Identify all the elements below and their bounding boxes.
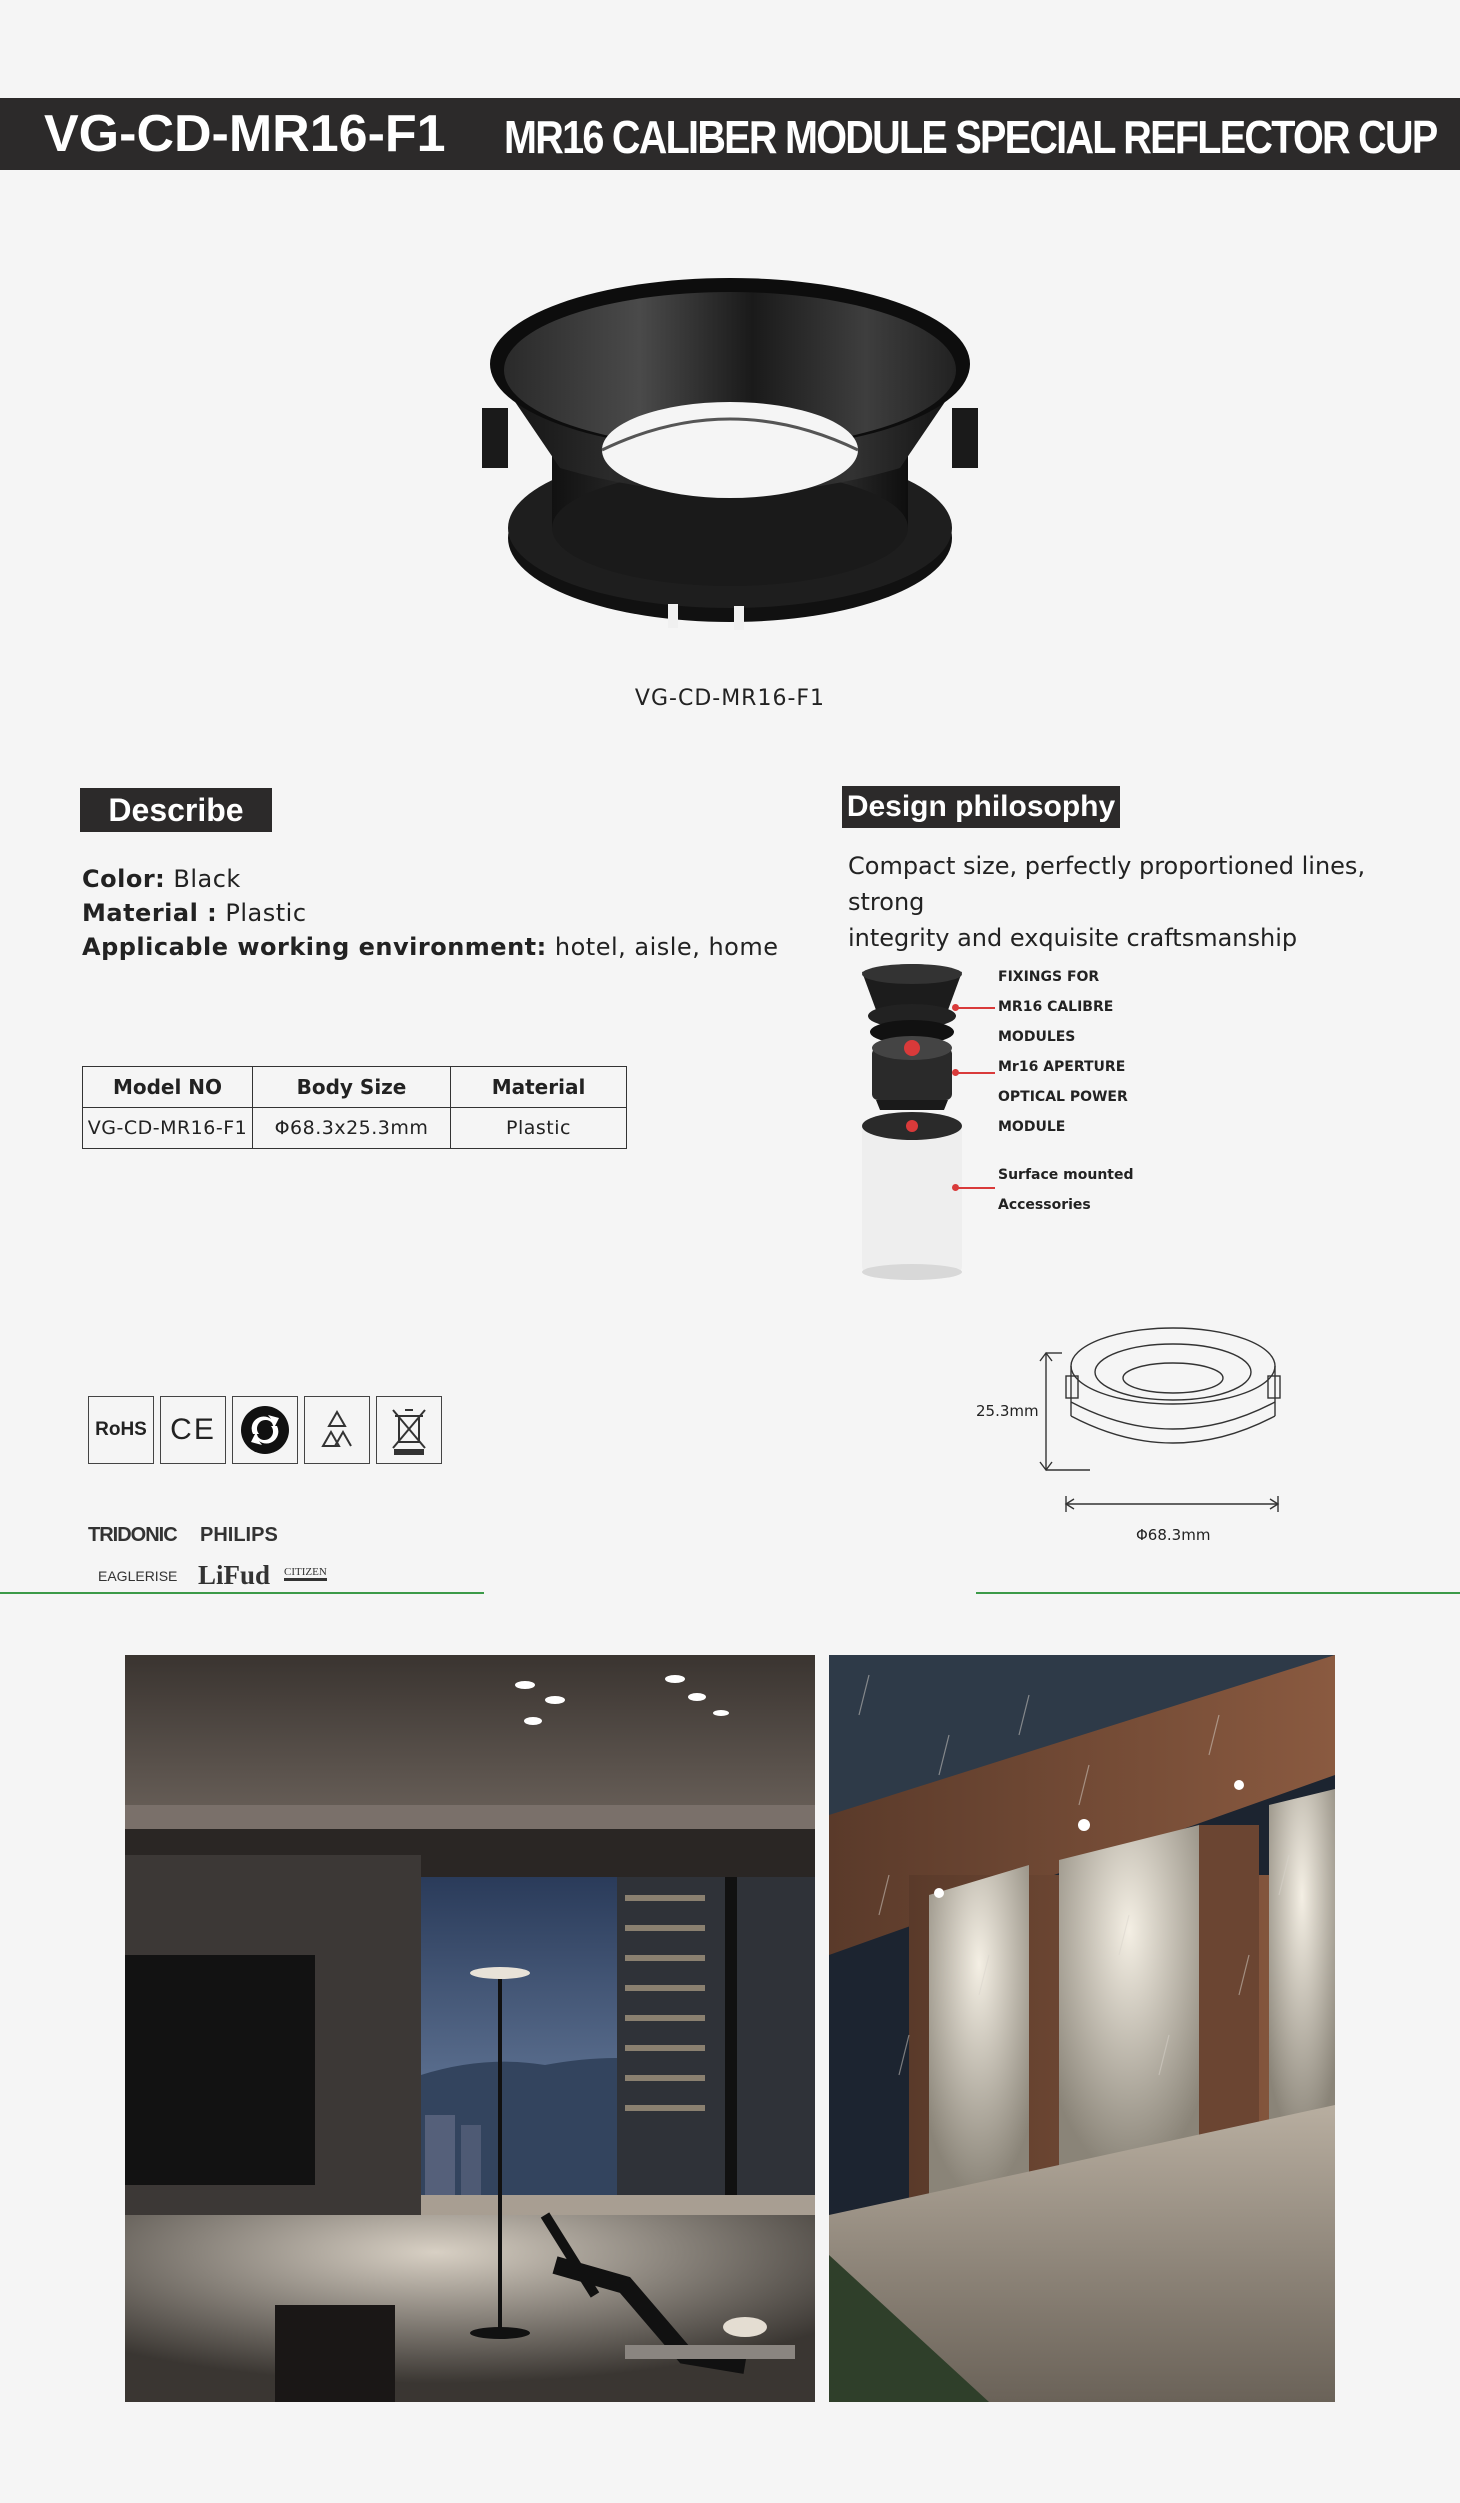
spec-list: [82, 862, 779, 964]
philips-logo: PHILIPS: [200, 1524, 278, 1546]
exterior-scene-photo: [829, 1655, 1335, 2402]
table-header-row: [83, 1067, 627, 1108]
interior-scene-photo: [125, 1655, 815, 2402]
design-text-line: integrity and exquisite craftsmanship: [848, 924, 1298, 952]
callout-dot: [952, 1069, 959, 1076]
callout-line: [955, 1187, 995, 1189]
design-heading: Design philosophy: [842, 786, 1120, 828]
table-row: [83, 1108, 627, 1149]
exploded-label: FIXINGS FOR: [998, 969, 1100, 985]
exploded-label: OPTICAL POWER: [998, 1089, 1128, 1105]
tridonic-logo: TRIDONIC: [88, 1524, 177, 1546]
table-cell: Φ68.3x25.3mm: [253, 1108, 451, 1149]
lifud-logo: LiFud: [198, 1560, 271, 1590]
spec-color-label: Color:: [82, 865, 166, 893]
spec-environment-label: Applicable working environment:: [82, 933, 547, 961]
spec-environment-value: hotel, aisle, home: [554, 933, 779, 961]
design-text-line: Compact size, perfectly proportioned lines, strong: [848, 852, 1366, 916]
callout-line: [955, 1072, 995, 1074]
exploded-label: MODULES: [998, 1029, 1076, 1045]
spec-color-value: Black: [173, 865, 241, 893]
table-cell: Plastic: [451, 1108, 627, 1149]
spec-environment: [82, 930, 779, 964]
table-header: Model NO: [83, 1067, 253, 1108]
header-banner: [0, 98, 1460, 170]
product-caption: VG-CD-MR16-F1: [634, 686, 826, 711]
section-divider-left: [0, 1592, 484, 1594]
ce-icon: [160, 1396, 226, 1464]
table-cell: VG-CD-MR16-F1: [83, 1108, 253, 1149]
dimension-height-label: 25.3mm: [976, 1402, 1039, 1420]
spec-material: [82, 896, 779, 930]
exploded-labels-accessories: [998, 1160, 1134, 1220]
table-header: Material: [451, 1067, 627, 1108]
dimension-diameter-label: Φ68.3mm: [1136, 1526, 1211, 1544]
spec-color: [82, 862, 779, 896]
reflector-cup-image: [480, 278, 980, 658]
spec-material-label: Material :: [82, 899, 218, 927]
recycle-icon: [304, 1396, 370, 1464]
header-model: VG-CD-MR16-F1: [44, 105, 446, 163]
exploded-labels-fixings: [998, 962, 1128, 1142]
spec-table: [82, 1066, 627, 1149]
exploded-label: MR16 CALIBRE: [998, 999, 1114, 1015]
ce-label: CE: [170, 1413, 216, 1446]
describe-heading: Describe: [80, 788, 272, 832]
citizen-logo: CITIZEN: [284, 1566, 327, 1581]
spec-material-value: Plastic: [225, 899, 307, 927]
exploded-label: Surface mounted: [998, 1167, 1134, 1183]
exploded-label: MODULE: [998, 1119, 1066, 1135]
callout-dot: [952, 1004, 959, 1011]
weee-bin-icon: [376, 1396, 442, 1464]
dimension-drawing: [970, 1320, 1290, 1540]
callout-line: [955, 1007, 995, 1009]
table-header: Body Size: [253, 1067, 451, 1108]
exploded-label: Mr16 APERTURE: [998, 1059, 1126, 1075]
section-divider-right: [976, 1592, 1460, 1594]
green-dot-icon: [232, 1396, 298, 1464]
rohs-icon: [88, 1396, 154, 1464]
eaglerise-logo: EAGLERISE: [98, 1568, 178, 1584]
exploded-label: Accessories: [998, 1197, 1091, 1213]
rohs-label: RoHS: [95, 1419, 147, 1440]
design-text: [848, 848, 1428, 956]
header-title: MR16 CALIBER MODULE SPECIAL REFLECTOR CUP: [504, 111, 1437, 163]
callout-dot: [952, 1184, 959, 1191]
